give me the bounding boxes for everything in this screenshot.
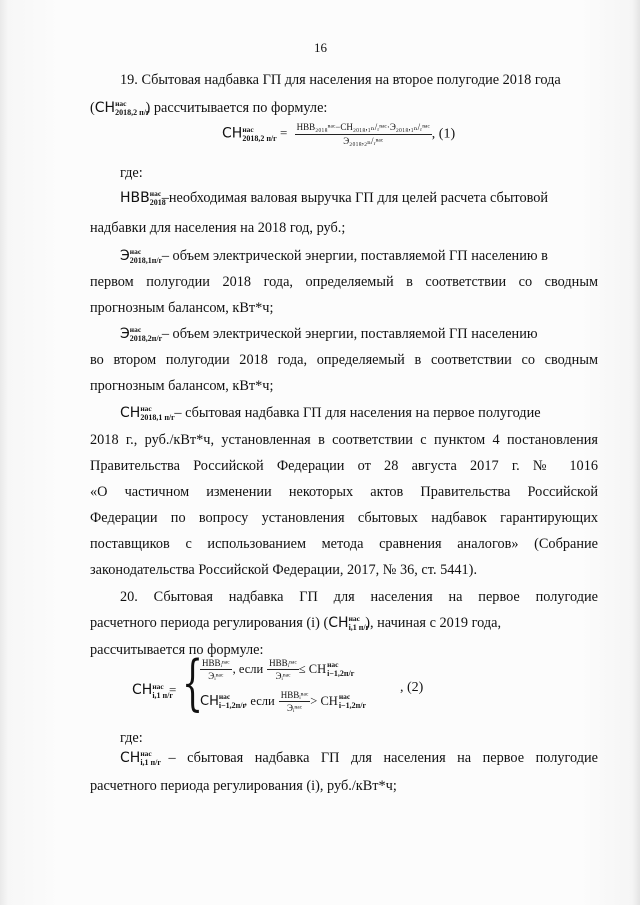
p20-line1: 20. Сбытовая надбавка ГП для населения на первое полугодие [120,589,598,605]
cases-brace: { [182,648,204,718]
p19-line2: (СН нас 2018,2 п/г ) рассчитывается по формуле: [90,99,328,118]
formula-1-fraction: $\frac{\text{НВВ₂₀₁₈ⁿᵃᶜ−СН₂₀₁₈,₁ₙ/ᵣⁿᵃᶜ·Э₂₀₁₈,₁ₙ/ᵣⁿᵃᶜ}}{\text{Э₂₀₁₈,₂ₙ/ᵣⁿᵃᶜ}}$ [296,122,430,146]
formula-2-lhs: СН нас i,1 п/г = [132,681,177,700]
where-label-2: где: [120,730,143,746]
formula-2-label: , (2) [400,680,424,695]
p20-line2: расчетного периода регулирования (i) (СН нас i,1 п/г ), начиная с 2019 года, [90,614,502,633]
p20-line3: рассчитывается по формуле: [90,642,264,658]
def-e1-line2: первом полугодии 2018 года, определяемый в соответствии со сводным [90,274,598,290]
def-sn1-line1: СН нас 2018,1 п/г – сбытовая надбавка ГП для населения на первое полугодие [120,404,541,423]
def-sn1-line7: законодательства Российской Федерации, 2017, № 36, ст. 5441). [90,562,478,578]
page-number: 16 [314,40,327,55]
def-sn1-line5: Федерации по вопросу установления сбытовых надбавок гарантирующих [90,510,598,526]
def-e1-line3: прогнозным балансом, кВт*ч; [90,300,274,316]
formula-1: СН нас 2018,2 п/г = $\frac{\text{НВВ₂₀₁₈ⁿᵃᶜ−СН₂₀₁₈,₁ₙ/ᵣⁿᵃᶜ·Э₂₀₁₈,₁ₙ/ᵣⁿᵃᶜ}}{\text{Э₂₀₁₈,₂ₙ/ᵣⁿᵃᶜ}}$ , (1) [222,122,456,146]
def-sn1-line6: поставщиков с использованием метода сравнения аналогов» (Собрание [90,536,598,552]
def-nvv-line1: НВВ нас 2018 –необходимая валовая выручка ГП для целей расчета сбытовой [120,189,549,208]
formula-2-case2: СН нас i−1,2п/г , если $\frac{\text{НВВᵢⁿᵃᶜ}}{\text{Эᵢⁿᵃᶜ}}$ > СН нас i−1,2п/г [200,690,367,713]
def-e2-line3: прогнозным балансом, кВт*ч; [90,378,274,394]
def-nvv-line2: надбавки для населения на 2018 год, руб.; [90,220,346,236]
def-e2-line2: во втором полугодии 2018 года, определяемый в соответствии со сводным [90,352,598,368]
p19-line1: 19. Сбытовая надбавка ГП для населения на второе полугодие 2018 года [120,72,561,88]
where-label: где: [120,165,143,181]
def-sn-i-line1: СН нас i,1 п/г – сбытовая надбавка ГП для населения на первое полугодие [120,749,598,768]
def-sn1-line2: 2018 г., руб./кВт*ч, установленная в соответствии с пунктом 4 постановления [90,432,598,448]
def-e1-line1: Э нас 2018,1п/г – объем электрической энергии, поставляемой ГП населению в [120,247,548,266]
def-e2-line1: Э нас 2018,2п/г – объем электрической энергии, поставляемой ГП населению [120,325,538,344]
def-sn1-line3: Правительства Российской Федерации от 28 августа 2017 г. № 1016 [90,458,598,474]
def-sn-i-line2: расчетного периода регулирования (i), руб./кВт*ч; [90,778,397,794]
formula-2-case1: $\frac{\text{НВВᵢⁿᵃᶜ}}{\text{Эᵢⁿᵃᶜ}}$ , если $\frac{\text{НВВᵢⁿᵃᶜ}}{\text{Эᵢⁿᵃᶜ}}$ ≤ СН нас i−1,2п/г [202,658,355,681]
def-sn1-line4: «О частичном изменении некоторых актов Правительства Российской [90,484,598,500]
